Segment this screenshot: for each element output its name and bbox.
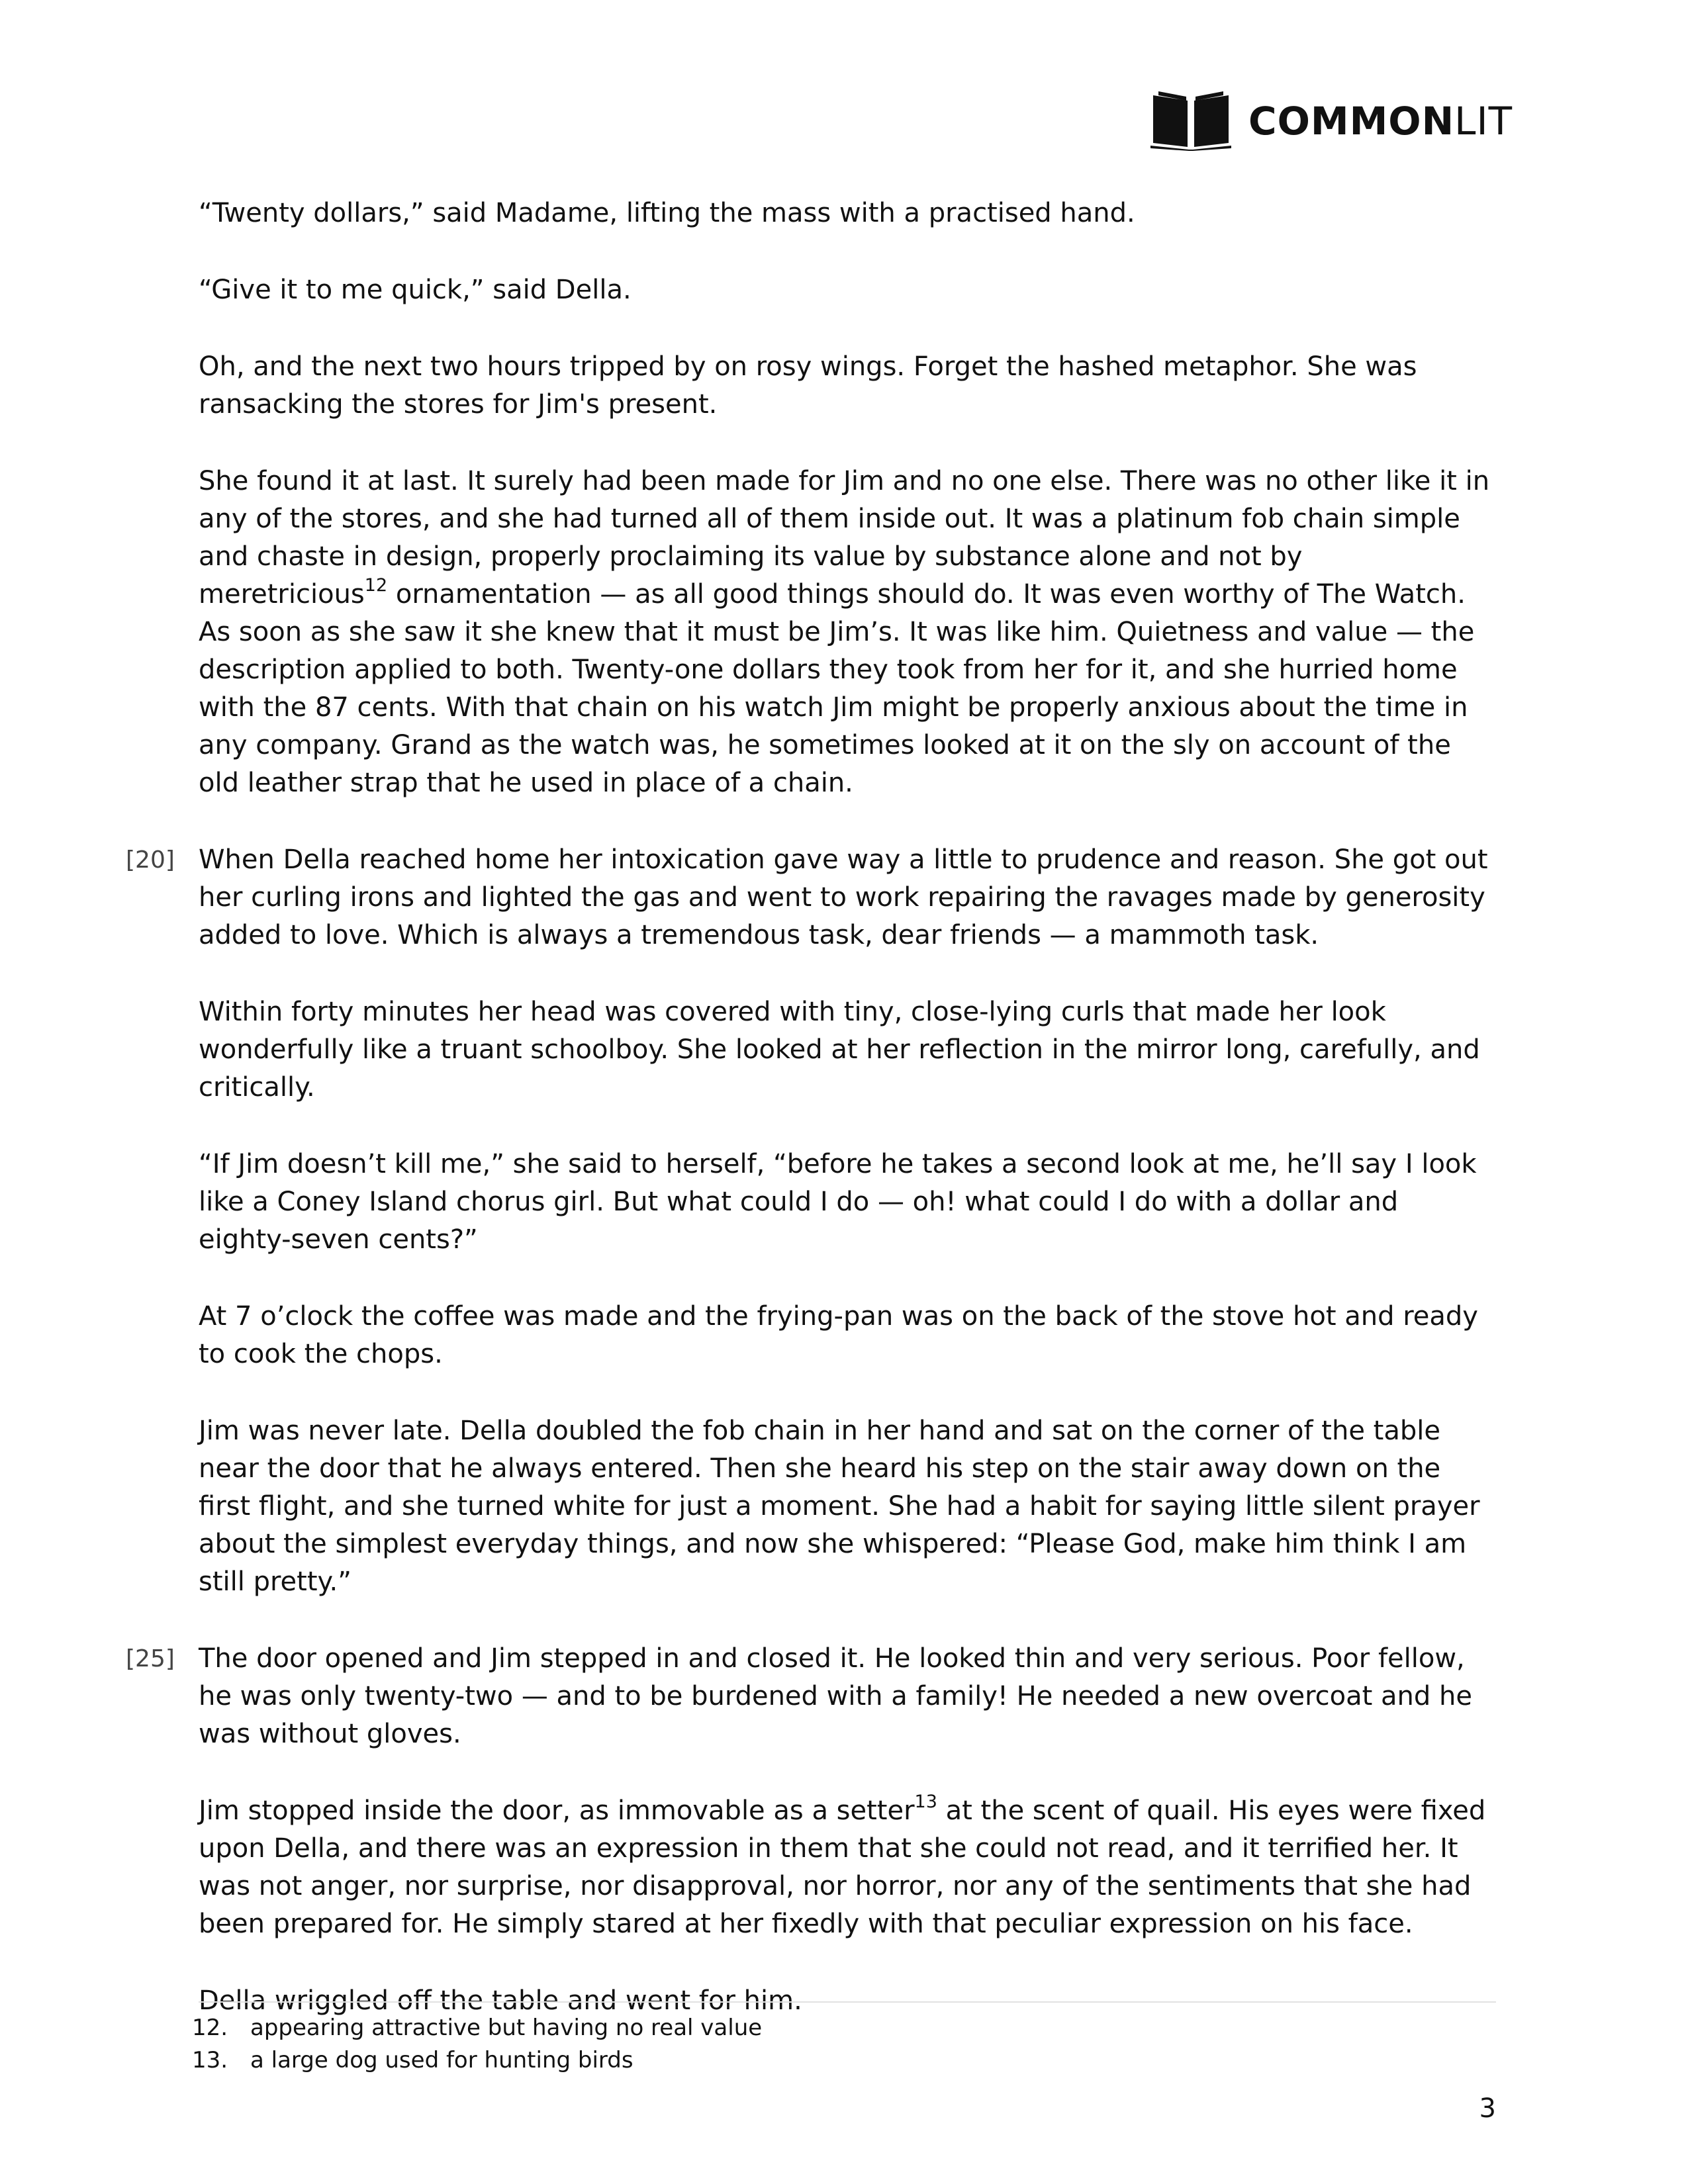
open-book-icon (1150, 91, 1231, 151)
paragraph (199, 271, 1496, 309)
logo-text-light: LIT (1454, 99, 1513, 144)
paragraph-text: “If Jim doesn’t kill me,” she said to herself, “before he takes a second look at me, he’ll say I look like a Coney Island chorus girl. But what could I do — oh! what could I do with a dollar and eighty-seven cents?” (199, 1149, 1477, 1255)
paragraph-text: She found it at last. It surely had been made for Jim and no one else. There was no other like it in any of the stores, and she had turned all of them inside out. It was a platinum fob chain simple and chaste in design, properly proclaiming its value by substance alone and not by meretricious (199, 466, 1490, 610)
paragraph (126, 841, 1496, 954)
footnote-item (192, 2044, 1496, 2077)
footnote-ref-12[interactable]: 12 (364, 574, 388, 596)
paragraph-text: The door opened and Jim stepped in and closed it. He looked thin and very serious. Poor fellow, he was only twenty-two — and to be burdened with a family! He needed a new overcoat and he was without gloves. (199, 1643, 1472, 1749)
paragraph (199, 1412, 1496, 1601)
paragraph (199, 195, 1496, 232)
paragraph-text: Della wriggled off the table and went for him. (199, 1985, 802, 2016)
paragraph (199, 1792, 1496, 1943)
paragraph-number: [20] (126, 846, 175, 874)
paragraph-number: [25] (126, 1645, 175, 1672)
footnote-divider (199, 2001, 1496, 2003)
paragraph (199, 463, 1496, 802)
paragraph-text: at the scent of quail. His eyes were fixed upon Della, and there was an expression in them that she could not read, and it terrified her. It was not anger, nor surprise, nor disapproval, nor horror, nor any of the sentiments that she had been prepared for. He simply stared at her fixedly with that peculiar expression on his face. (199, 1796, 1486, 1939)
paragraph-text: Within forty minutes her head was covered with tiny, close-lying curls that made her look wonderfully like a truant schoolboy. She looked at her reflection in the mirror long, carefully, and critically. (199, 997, 1480, 1103)
footnote-number: 13. (192, 2047, 228, 2073)
paragraph-text: At 7 o’clock the coffee was made and the frying-pan was on the back of the stove hot and ready to cook the chops. (199, 1301, 1478, 1369)
footnote-text: appearing attractive but having no real value (250, 2015, 763, 2041)
footnotes (192, 2012, 1496, 2077)
paragraph (199, 993, 1496, 1107)
paragraph-text: “Twenty dollars,” said Madame, lifting the mass with a practised hand. (199, 198, 1135, 228)
paragraph (199, 1298, 1496, 1373)
story-body (126, 195, 1496, 2059)
footnote-number: 12. (192, 2015, 228, 2041)
page-number: 3 (1479, 2093, 1496, 2124)
paragraph (126, 1640, 1496, 1753)
footnote-ref-13[interactable]: 13 (914, 1791, 937, 1812)
paragraph-text: Jim stopped inside the door, as immovable as a setter (199, 1796, 915, 1826)
paragraph-text: Jim was never late. Della doubled the fob chain in her hand and sat on the corner of the table near the door that he always entered. Then she heard his step on the stair away down on the first flight, and she turned white for just a moment. She had a habit for saying little silent prayer about the simplest everyday things, and now she whispered: “Please God, make him think I am still pretty.” (199, 1416, 1480, 1597)
paragraph (199, 1146, 1496, 1259)
logo-text-bold: COMMON (1248, 99, 1455, 144)
footnote-text: a large dog used for hunting birds (250, 2047, 633, 2073)
paragraph-text: “Give it to me quick,” said Della. (199, 275, 632, 305)
footnote-item (192, 2012, 1496, 2044)
paragraph (199, 348, 1496, 424)
paragraph-text: Oh, and the next two hours tripped by on rosy wings. Forget the hashed metaphor. She was ransacking the stores for Jim's present. (199, 351, 1417, 420)
paragraph-text: When Della reached home her intoxication gave way a little to prudence and reason. She got out her curling irons and lighted the gas and went to work repairing the ravages made by generosity added to love. Which is always a tremendous task, dear friends — a mammoth task. (199, 844, 1488, 950)
paragraph-text: ornamentation — as all good things should do. It was even worthy of The Watch. As soon as she saw it she knew that it must be Jim’s. It was like him. Quietness and value — the description applied to both. Twenty-one dollars they took from her for it, and she hurried home with the 87 cents. With that chain on his watch Jim might be properly anxious about the time in any company. Grand as the watch was, he sometimes looked at it on the sly on account of the old leather strap that he used in place of a chain. (199, 579, 1475, 798)
commonlit-logo (1150, 91, 1513, 151)
logo-wordmark (1248, 91, 1513, 151)
